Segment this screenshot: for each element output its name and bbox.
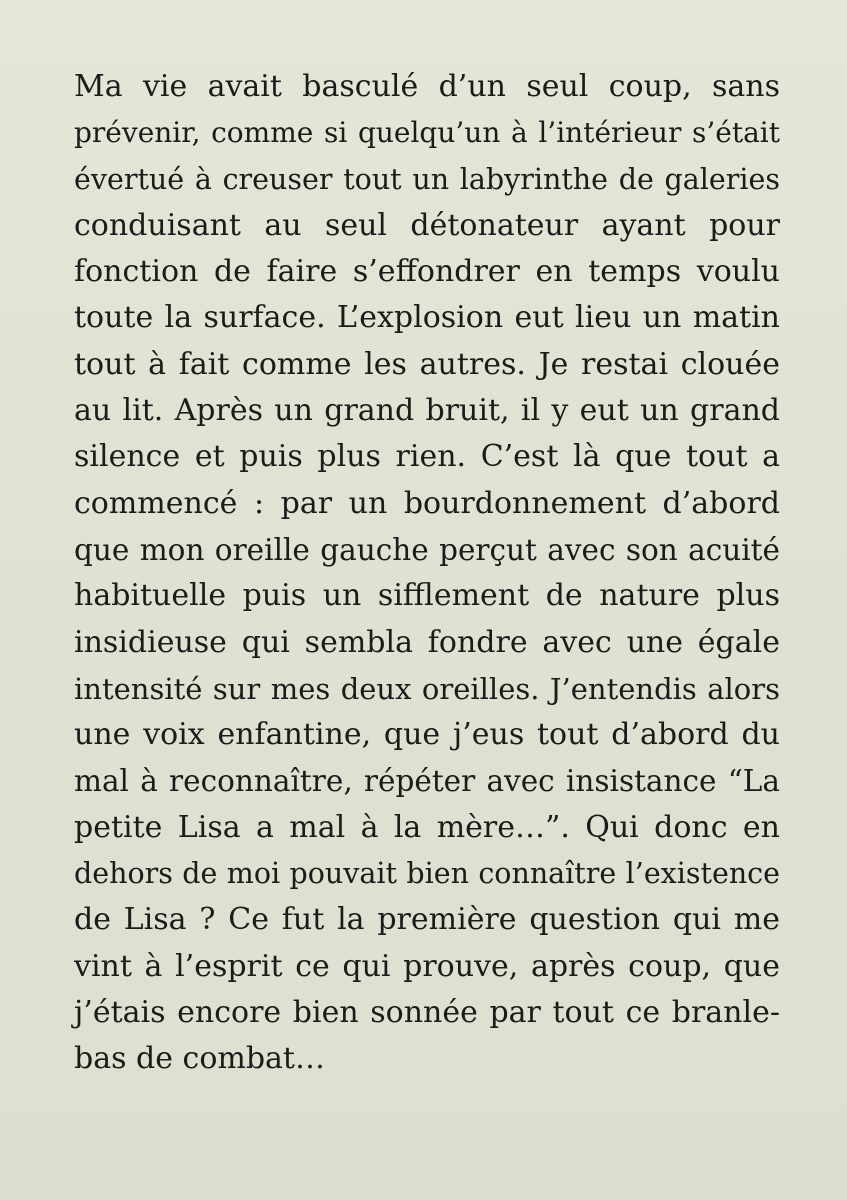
text-line: petite Lisa a mal à la mère…”. Qui donc en xyxy=(74,809,780,845)
text-line: au lit. Après un grand bruit, il y eut un grand xyxy=(74,393,780,429)
text-line: tout à fait comme les autres. Je restai clouée xyxy=(74,346,780,382)
text-line: vint à l’esprit ce qui prouve, après coup, que xyxy=(74,948,780,984)
text-line: conduisant au seul détonateur ayant pour xyxy=(74,207,780,243)
text-line: une voix enfantine, que j’eus tout d’abord du xyxy=(74,717,780,753)
text-line: intensité sur mes deux oreilles. J’entendis alors xyxy=(74,671,780,706)
text-line: évertué à creuser tout un labyrinthe de galeries xyxy=(74,162,780,196)
text-line-last: bas de combat… xyxy=(74,1041,325,1077)
text-line: j’étais encore bien sonnée par tout ce branle- xyxy=(74,994,780,1030)
text-line: fonction de faire s’effondrer en temps voulu xyxy=(74,254,780,290)
text-line: habituelle puis un sifflement de nature plus xyxy=(74,578,780,614)
text-line: insidieuse qui sembla fondre avec une égale xyxy=(74,624,780,660)
text-line: commencé : par un bourdonnement d’abord xyxy=(74,485,780,521)
text-line: toute la surface. L’explosion eut lieu un matin xyxy=(74,300,780,336)
text-line: de Lisa ? Ce fut la première question qui me xyxy=(74,902,780,938)
paragraph xyxy=(74,64,780,1083)
text-line: dehors de moi pouvait bien connaître l’existence xyxy=(74,857,780,891)
text-line: mal à reconnaître, répéter avec insistance “La xyxy=(74,764,780,799)
text-line: silence et puis plus rien. C’est là que tout a xyxy=(74,439,780,475)
text-line: que mon oreille gauche perçut avec son acuité xyxy=(74,532,780,567)
text-line: prévenir, comme si quelqu’un à l’intérieur s’était xyxy=(74,116,780,150)
text-line: Ma vie avait basculé d’un seul coup, sans xyxy=(74,69,780,104)
